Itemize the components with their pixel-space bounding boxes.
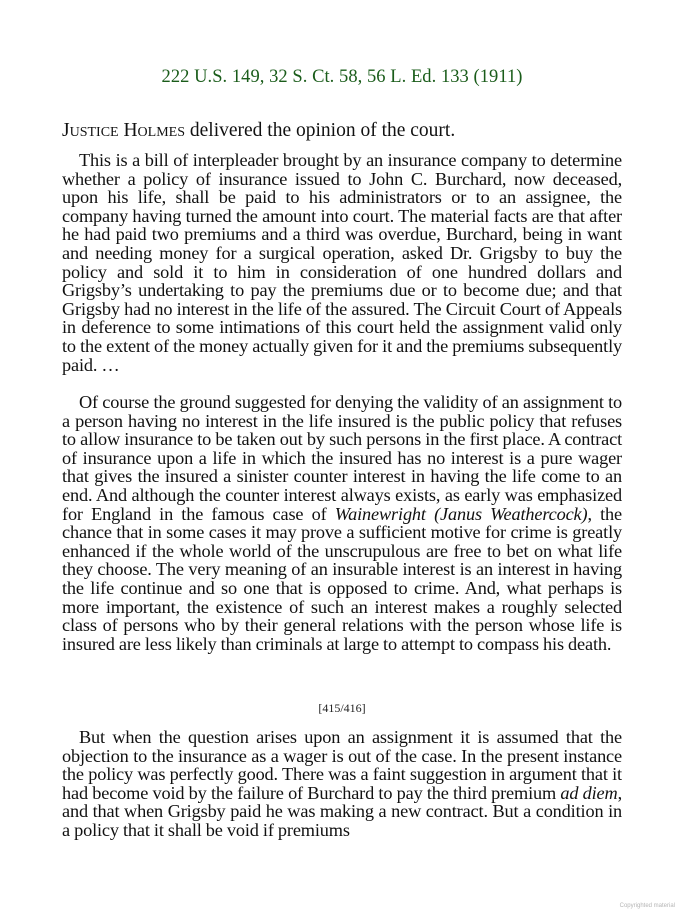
case-citation: 222 U.S. 149, 32 S. Ct. 58, 56 L. Ed. 133 (1911) — [161, 67, 523, 87]
case-name-italic: Wainewright (Janus Weathercock) — [334, 503, 588, 524]
paragraph-text: This is a bill of interpleader brought by an insurance company to determine whether a policy of insurance issued to John C. Burchard, now deceased, upon his life, shall be paid to his administrators or to an assignee, the company having turned the amount into court. The material facts are that after he had paid two premiums and a third was overdue, Burchard, being in want and needing money for a surgical operation, asked Dr. Grigsby to buy the policy and sold it to him in consideration of one hundred dollars and Grigsby’s undertaking to pay the premiums due or to become due; and that Grigsby had no interest in the life of the assured. The Circuit Court of Appeals in deference to some intimations of this court held the assignment valid only to the extent of the money actually given for it and the premiums subsequently paid. … — [62, 150, 622, 375]
paragraph-text: But when the question arises upon an assignment it is assumed that the objection to the insurance as a wager is out of the case. In the present instance the policy was perfectly good. There was a faint suggestion in argument that it had become void by the failure of Burchard to pay the third premium — [62, 727, 622, 803]
paragraph-3 — [62, 728, 622, 840]
justice-name: Justice Holmes — [62, 120, 185, 141]
heading-text: delivered the opinion of the court. — [185, 120, 456, 141]
paragraph-text: , the chance that in some cases it may prove a sufficient motive for crime is greatly enhanced if the whole world of the unscrupulous are free to bet on what life they choose. The very meaning of an insurable interest is an interest in having the life continue and so one that is opposed to crime. And, what perhaps is more important, the existence of such an interest makes a roughly selected class of persons who by their general relations with the person whose life is insured are less likely than criminals at large to attempt to compass his death. — [62, 503, 622, 654]
page-marker: [415/416] — [318, 701, 366, 715]
copyright-note: Copyrighted material — [619, 903, 675, 909]
opinion-heading — [62, 119, 622, 143]
paragraph-1 — [62, 151, 622, 374]
paragraph-text: , and that when Grigsby paid he was making a new contract. But a condition in a policy that it shall be void if premiums — [62, 782, 622, 840]
paragraph-text: Of course the ground suggested for denying the validity of an assignment to a person having no interest in the life insured is the public policy that refuses to allow insurance to be taken out by such persons in the first place. A contract of insurance upon a life in which the insured has no interest is a pure wager that gives the insured a sinister counter interest in having the life come to an end. And although the counter interest always exists, as early was emphasized for England in the famous case of — [62, 392, 622, 524]
paragraph-2 — [62, 393, 622, 653]
latin-phrase-italic: ad diem — [560, 782, 618, 803]
